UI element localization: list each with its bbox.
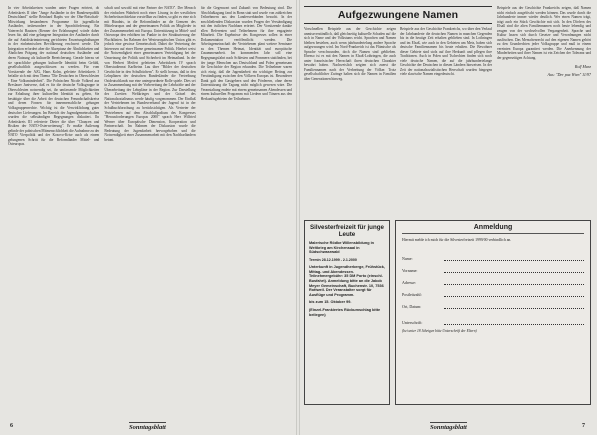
form-field-name[interactable]	[402, 249, 584, 261]
article-text: Beispiele aus der Geschichte Frankreichs zeigen, daß Namen nicht einfach ausgelöscht werden können. Das wurde durch die Jahrhunderte immer wieder deutlich. Wer einen Namen trägt, trägt auch ein Stück Geschichte mit sich. In den Dörfern des Elsaß sind die alten Familiennamen noch heute lebendig und zeugen von der wechselvollen Vergangenheit. Sprache und Kultur lassen sich durch Gesetze und Verordnungen nicht auslöschen. Das Menschenrecht auf den eigenen Namen gehört zu den Grundrechten jeder Volksgruppe und muß in einem vereinten Europa garantiert werden. Die Anerkennung der Minderheiten und ihrer Namen ist ein Zeichen der Toleranz und der gegenseitigen Achtung.	[497, 6, 591, 61]
form-field-ort-datum[interactable]	[402, 297, 584, 309]
seminar-title: Silvesterfreizeit für junge Leute	[310, 224, 384, 238]
form-field-vorname[interactable]	[402, 261, 584, 273]
form-label: Ort, Datum:	[402, 303, 422, 309]
form-field-signature[interactable]	[402, 311, 584, 325]
footer-brand: Sonntagsblatt	[129, 424, 166, 431]
left-page	[0, 0, 296, 435]
right-bottom-section	[304, 220, 591, 405]
seminar-body: Unterkunft in Jugendherberge, Frühstück, Mittag- und Abendessen. Teilnehmergebühr: 35 DM Porto (einschl. Busfahrt). Anmeldung bitte an die Jakob Meyer Gemeinschaft, Buchenstr. 10, 7536 Rottweil. Der Veranstalter sorgt für Ausflüge und Programm.	[309, 265, 385, 297]
page-number: 7	[582, 423, 585, 429]
form-input-line[interactable]	[444, 264, 584, 273]
form-label: Name:	[402, 255, 413, 261]
source-note: Aus: "Der pax Wien" 11/97	[547, 71, 591, 77]
form-note: (bei unter 18 Jährigen bitte Unterschrift der Eltern)	[402, 328, 477, 333]
form-input-line[interactable]	[444, 252, 584, 261]
article-text: In vier Arbeitskreisen wurden unter Fragen erörtert, ob Arbeitskreis II über "Junge Ausländer in der Bundesrepublik Deutschland" stellte Reinhard Raphs vor der Ohn-Botschaft- Mitwirkung bestandenen Programme für jugendliche Ausländer, insbesondere in der Sprachförderung. Ein Vaterrecht Bautzen (Kenner der Erfahrungen) würde daher lesen für, daß eine gelungene Integration der Ausländer durch die auf Antidiskriminierung gerichteten Erwartungshaltungen in der einheimischen Bevölkerung erschwert werde. Die Integration erfordert aber die Akzeptanz der Ähnlichkeiten und Ähnlichen Prägung der national deutschen Ausländer und deren Nutzung als kulturelle Bereicherung. Gerade hierzu sei sie sprachliche gelungen kulturelle Identität beim Gefühl, gesellschaftlich ausgeschlossen zu werden. Für vom Vorsitzende der AJG, Hans Kolm, geleitete Arbeitskreis 3 befaßte sich mit dem Thema "Die Deutschen in Oberschlesien - Eine Volksminderheit". Die Polnischen Nicole Volkerd aus Breslauer Juniverse, daß es für die deutsche Volksgruppe in Oberschlesien notwendig sei, ihr umfassende Möglichkeiten zur Erhaltung ihrer kulturellen Identität zu geben, Sie bestätigte über die Arbeit der deutschen Freundschaftskreise und deren Fonsen für innermenschliche gelungen Volksgruppenrechte. Wichtig ist die Verwirklichung guter deutscher Lieferungen. Im Bereich der Jugendgemeinschaften wurden die selbständigen Begegnungen diskutiert. Ihr Arbeitskreis III referierte Dieter die über "Chancen und Risiken der NATO-Osterweiterung". Er mußte Äußerung gelinde der polnischen Mitmenschlichkeit die Aufnahme zu der NATO Vierpolitik und der Kosovo-Krise auch als einem gelungenen Schritt für die Reformländer Mittel- und Osteuropas.	[8, 6, 100, 147]
form-input-line[interactable]	[444, 300, 584, 309]
names-column-2	[400, 27, 492, 215]
article-headline: Aufgezwungene Namen	[337, 9, 459, 21]
names-column-1	[304, 27, 396, 215]
article-text: Beispiele aus der Geschichte Frankreichs, wo über den Verlauf der Jahrhunderte die deutschen Namen in manchen Gegenden bis in die heutige Zeit erhalten geblieben sind. In Lothringen und im Elsaß, wie auch in den Gebieten um Metz, haben sich deutsche Familiennamen bis heute erhalten. Die Bewohner dieser Gebiete sind stolz auf ihre Herkunft und pflegen ihre Traditionen. Auch in Polen und Tschechien finden sich noch viele deutsche Namen, die auf die jahrhundertelange Geschichte der Deutschen in diesen Ländern hinweisen. In der Zeit der nationalsozialistischen Herrschaft wurden hingegen viele slawische Namen eingedeutscht.	[400, 27, 492, 77]
article-text: Vorschnellen Beispiele aus der Geschichte zeigen unmissverständlich, daß gleichzeitig kulturelle Schaden auf die sich in Name und der Volkstums reicht. Sprachen und Namen bleiben bestehen, auch wenn jahrhundertelang andere Sprache aufgezwungen wird. Im Nord-Frankreich ist das Flämische als Sprache verschwunden, doch die Namen sind geblieben. Ebenso ist es mit den Namen in Elsaß-Lothringen, die auch unter französischer Herrschaft ihren deutschen Charakter bewahrt haben. Nachweislich zeigten sich zuerst die Familiennamen nach der Verbreitung der Völker. Trotz gesellschaftlicher Zwänge halten sich die Namen in Familien über Generationen hinweg.	[304, 27, 396, 82]
left-page-columns	[8, 6, 292, 411]
names-article	[304, 6, 492, 216]
form-label: Adresse:	[402, 279, 416, 285]
footer-brand: Sonntagsblatt	[430, 424, 467, 431]
form-label: Postleitzahl:	[402, 291, 422, 297]
page-number: 6	[10, 423, 13, 429]
form-field-adresse[interactable]	[402, 273, 584, 285]
form-field-plz[interactable]	[402, 285, 584, 297]
names-article-columns	[304, 27, 492, 215]
left-column-3	[201, 6, 292, 411]
form-intro: Hiermit melde ich mich für die Silvesterfreizeit 1999/00 verbindlich an.	[402, 238, 512, 242]
form-label: Unterschrift:	[402, 319, 423, 325]
form-input-line[interactable]	[444, 316, 584, 325]
side-column	[497, 6, 591, 216]
seminar-lead: Malerische Rödbe Willensbildung in Weltkrieg am Kirchensaal in Südschwarzwald	[309, 241, 374, 255]
author-signature: Rolf Marz	[574, 63, 591, 69]
form-title: Anmeldung	[402, 224, 584, 234]
seminar-box	[304, 220, 390, 405]
left-column-2	[104, 6, 195, 411]
left-column-1	[8, 6, 99, 411]
seminar-dates: Termin 28.12.1999 - 2.1.2000	[309, 257, 357, 262]
form-label: Vorname:	[402, 267, 418, 273]
right-top-section	[304, 6, 591, 216]
article-text: für die Gegenwart und Zukunft von Bedeutung sind. Die Abschlußtagung fand in Bonn statt und wurde von zahlreichen Teilnehmern aus den Landesverbänden besucht. In der anschließenden Diskussion wurden Fragen der Verständigung mit den östlichen Nachbarn erörtert. Der Vorsitzende dankte allen Referenten und Teilnehmern für ihre engagierte Mitarbeit. Die Ergebnisse des Kongresses sollen in einer Dokumentation veröffentlicht werden. Die Arbeitsgemeinschaft der Vertriebenen plant weitere Seminare zu den Themen Heimat, Identität und europäische Zusammenarbeit. Im kommenden Jahr soll eine Begegnungsfahrt nach Schlesien und Pommern stattfinden, bei der junge Menschen aus Deutschland und Polen gemeinsam die Geschichte der Region erkunden. Die Teilnehmer waren sich einig, daß die Jugendarbeit ein wichtiger Beitrag zur Verständigung zwischen den Völkern Europas ist. Besonderer Dank galt den Gastgebern und den Förderern, ohne deren Unterstützung die Tagung nicht möglich gewesen wäre. Die Veranstaltung endete mit einem gemeinsamen Abendessen und einem kulturellen Programm mit Liedern und Tänzen aus den Herkunftsgebieten der Teilnehmer.	[200, 6, 292, 101]
form-input-line[interactable]	[444, 276, 584, 285]
seminar-deadline: bis zum 15. Oktober 99.	[309, 300, 352, 305]
article-text: schaft und sowohl mit eine Partner der NATO". Der Mensch der einfachen Wahrheit noch einer Lösung in der westlichen Sicherheitsarchitektur vorstellbar zu finden, so gibt es eine sich mit Bündnis, in die Reformländer an die Grenzen des Mitteleuropas und der gemeinsamen Politik an Mitglieder in der Zusammenarbeit mit Europa. Unterstützung in Mittel- und Osteuropa den erhöhten im Punkte in der Strukturierung der Fluchtlinien. Im Rahmen der Westeuropäischen Union gibt es jedoch eine gewisse Gemeinschaft. Dabei die Vertretung der Interessen auf einer Ebene gemeinsamer Politik. Hierbei weist die Notwendigkeit einer gemeinsamen Verteidigung bei der Umsetzung der Politik und Sicherheit im Heimatland. In der von Herbert Meifert geleiteten Arbeitskreis IV sprach Oberstudienrat Karlheinz Lau über "Bilder der deutschen Geschichte in den Schulbüchern". Er stellt heraus, daß in den Lehrplänen der deutschen Bundesländer die Vertreibung Ostdeutschlands nur eine untergeordnete Rolle spiele. Dies sei in Zusammenhang mit der Vorbereitung der Lehrkräfte und der Überarbeitung der Lehrpläne in der Region. Zur Darstellung des Zweiten Weltkrieges und der Gräuel des Nationalsozialismus werde häufig vorgenommen. Der Einfluß der Vertriebenen im Bundesverband der Jugend ist in der Schulbuchforschung zu berücksichtigen. Als Vertreter der Vertriebenen auf dem Abschlußpodium des Kongresses "Herausforderungen Europas 2000" sprach Herr Wilfried Werner über Europäische Dimension, Kooperation und Partnerschaft. Im Rahmen der Diskussion wurde die Bedeutung der Jugendarbeit hervorgehoben und die Notwendigkeit einer Zusammenarbeit mit den Nachbarländern betont.	[104, 6, 196, 142]
headline-box	[304, 6, 492, 24]
seminar-note: (Einzel-Frankiertes Rückumschlag bitte beilegen)	[309, 307, 381, 317]
registration-form	[395, 220, 591, 405]
form-input-line[interactable]	[444, 288, 584, 297]
right-page	[300, 0, 597, 435]
